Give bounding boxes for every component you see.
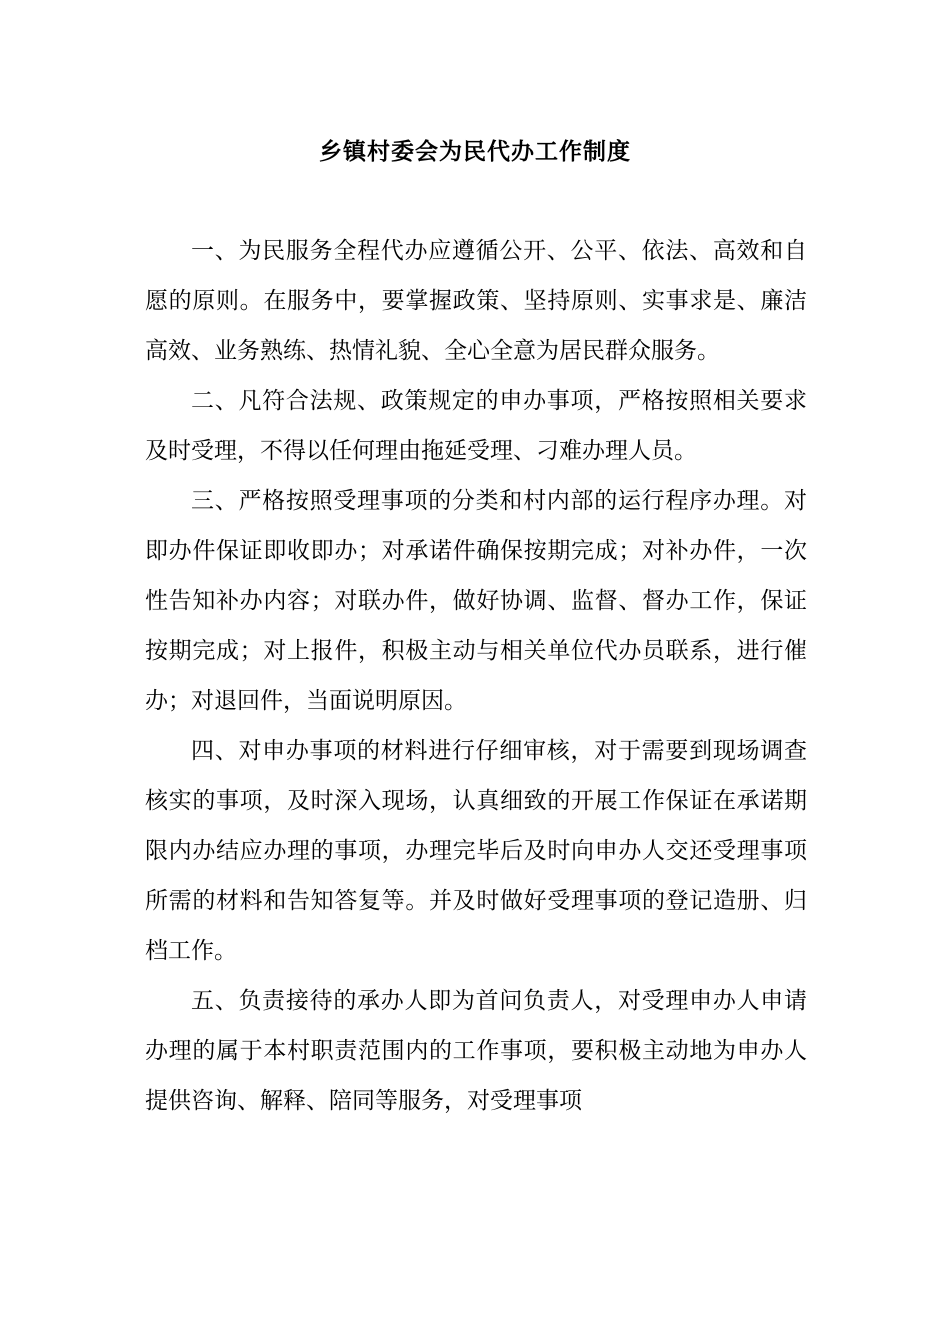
paragraph-4: 四、对申办事项的材料进行仔细审核，对于需要到现场调查核实的事项，及时深入现场，认真细致的开展工作保证在承诺期限内办结应办理的事项，办理完毕后及时向申办人交还受理事项所需的材料和告知答复等。并及时做好受理事项的登记造册、归档工作。	[145, 738, 807, 964]
paragraph-2: 二、凡符合法规、政策规定的申办事项，严格按照相关要求及时受理，不得以任何理由拖延受理、刁难办理人员。	[145, 388, 807, 464]
document-body	[145, 226, 807, 1126]
document-title: 乡镇村委会为民代办工作制度	[319, 138, 631, 165]
paragraph-1: 一、为民服务全程代办应遵循公开、公平、依法、高效和自愿的原则。在服务中，要掌握政策、坚持原则、实事求是、廉洁高效、业务熟练、热情礼貌、全心全意为居民群众服务。	[145, 238, 807, 364]
paragraph-3: 三、严格按照受理事项的分类和村内部的运行程序办理。对即办件保证即收即办；对承诺件确保按期完成；对补办件，一次性告知补办内容；对联办件，做好协调、监督、督办工作，保证按期完成；对上报件，积极主动与相关单位代办员联系，进行催办；对退回件，当面说明原因。	[145, 488, 807, 714]
paragraph-5: 五、负责接待的承办人即为首问负责人，对受理申办人申请办理的属于本村职责范围内的工作事项，要积极主动地为申办人提供咨询、解释、陪同等服务，对受理事项	[145, 988, 807, 1114]
